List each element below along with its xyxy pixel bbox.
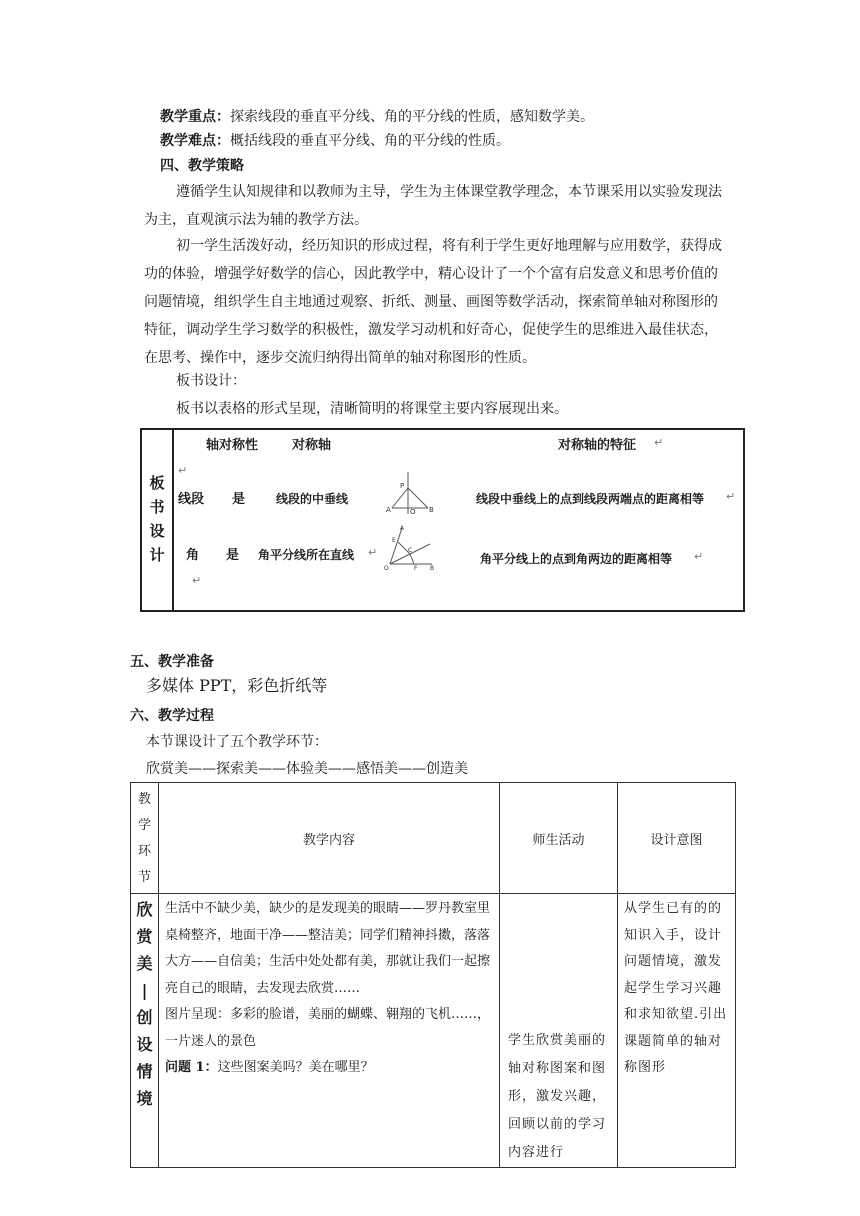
- section6-chain: 欣赏美——探索美——体验美——感悟美——创造美: [146, 761, 468, 777]
- perpendicular-bisector-figure: [386, 470, 436, 516]
- difficulty-text: 概括线段的垂直平分线、角的平分线的性质。: [230, 133, 510, 149]
- intent-cell: [618, 894, 736, 1168]
- focus-text: 探索线段的垂直平分线、角的平分线的性质，感知数学美。: [230, 109, 594, 125]
- question-text: 这些图案美吗？美在哪里？: [217, 1060, 374, 1075]
- section4-title: 四、教学策略: [160, 158, 244, 174]
- board-side-char: 计: [149, 546, 165, 564]
- stage-char: 欣: [136, 900, 153, 919]
- process-table: [130, 782, 736, 1168]
- board-side-char: 板: [149, 474, 165, 492]
- activity-cell: [500, 894, 618, 1168]
- section6-title: 六、教学过程: [130, 708, 214, 724]
- stage-char: 设: [136, 1035, 153, 1054]
- section6-intro: 本节课设计了五个教学环节：: [146, 734, 328, 750]
- angle-bisector-figure: [384, 524, 436, 570]
- return-mark: ↵: [726, 490, 736, 503]
- table-header-row: [131, 783, 736, 894]
- return-mark: ↵: [654, 436, 664, 449]
- board-row1-axis: 线段的中垂线: [276, 492, 349, 506]
- header-stage-char: 教: [137, 792, 151, 807]
- fig2-label: E: [392, 537, 396, 544]
- header-stage-char: 环: [137, 844, 151, 859]
- fig2-label: F: [414, 565, 418, 570]
- board-design-box: [140, 428, 745, 612]
- board-header-axis: 轴对称性: [206, 438, 259, 453]
- header-intent: 设计意图: [618, 783, 736, 894]
- header-stage-cell: [131, 783, 159, 894]
- board-row2-feature: 角平分线上的点到角两边的距离相等: [480, 552, 673, 566]
- board-header-feature: 对称轴的特征: [558, 438, 637, 453]
- board-row1-is: 是: [232, 492, 246, 507]
- header-stage-char: 节: [137, 870, 151, 885]
- board-row1-feature: 线段中垂线上的点到线段两端点的距离相等: [476, 492, 705, 506]
- board-row2-is: 是: [226, 548, 240, 563]
- board-row2-shape: 角: [186, 548, 200, 563]
- question-1: [165, 1055, 493, 1082]
- fig2-label: C: [408, 547, 413, 554]
- stage-char: 美: [136, 954, 153, 973]
- fig1-label: A: [386, 506, 391, 514]
- board-row1-shape: 线段: [178, 492, 205, 507]
- fig1-label: O: [410, 508, 416, 516]
- return-mark: ↵: [178, 464, 188, 477]
- stage-cell: [131, 894, 159, 1168]
- header-activity: 师生活动: [500, 783, 618, 894]
- stage-char: 情: [136, 1062, 153, 1081]
- board-side-column: [142, 430, 174, 610]
- table-row: [131, 894, 736, 1168]
- board-header-symaxis: 对称轴: [292, 438, 332, 453]
- fig2-label: B: [430, 565, 435, 570]
- return-mark: ↵: [694, 550, 704, 563]
- intent-text: 从学生已有的的知识入手，设计问题情境，激发起学生学习兴趣和求知欲望.引出课题简单的轴对称图形: [624, 901, 728, 1075]
- difficulty-line: [160, 130, 510, 150]
- stage-char: 创: [136, 1008, 153, 1027]
- content-cell: [159, 894, 500, 1168]
- activity-text: 学生欣赏美丽的轴对称图案和图形，激发兴趣，回顾以前的学习内容进行: [508, 1033, 607, 1160]
- focus-line: [160, 106, 594, 126]
- board-label: 板书设计：: [176, 373, 246, 389]
- content-paragraph-1: 生活中不缺少美，缺少的是发现美的眼睛——罗丹教室里桌椅整齐，地面干净——整洁美；同学们精神抖擞，落落大方——自信美；生活中处处都有美，那就让我们一起擦亮自己的眼睛，去发现去欣赏……: [165, 901, 491, 996]
- content-paragraph-2: 图片呈现：多彩的脸谱，美丽的蝴蝶、翱翔的飞机……，一片迷人的景色: [165, 1007, 491, 1049]
- strategy-paragraph-2: 初一学生活泼好动，经历知识的形成过程，将有利于学生更好地理解与应用数学，获得成功的体验，增强学好数学的信心，因此教学中，精心设计了一个个富有启发意义和思考价值的问题情境，组织学生自主地通过观察、折纸、测量、画图等数学活动，探索简单轴对称图形的特征，调动学生学习数学的积极性，激发学习动机和好奇心，促使学生的思维进入最佳状态，在思考、操作中，逐步交流归纳得出简单的轴对称图形的性质。: [144, 238, 722, 366]
- board-side-char: 设: [149, 522, 165, 540]
- stage-char: 赏: [136, 927, 153, 946]
- board-row2-axis: 角平分线所在直线: [258, 548, 355, 562]
- header-content: 教学内容: [159, 783, 500, 894]
- question-label: 问题 1：: [165, 1060, 218, 1075]
- focus-label: 教学重点：: [160, 109, 230, 125]
- fig1-label: B: [429, 506, 434, 514]
- return-mark: ↵: [192, 574, 202, 587]
- header-stage-char: 学: [137, 818, 151, 833]
- strategy-paragraph-1: 遵循学生认知规律和以教师为主导，学生为主体课堂教学理念，本节课采用以实验发现法为主，直观演示法为辅的教学方法。: [144, 184, 722, 228]
- section5-text: 多媒体 PPT，彩色折纸等: [146, 676, 328, 695]
- difficulty-label: 教学难点：: [160, 133, 230, 149]
- stage-char: 境: [136, 1089, 153, 1108]
- board-description: 板书以表格的形式呈现，清晰简明的将课堂主要内容展现出来。: [176, 401, 568, 417]
- stage-char: |: [141, 981, 148, 1000]
- fig2-label: A: [400, 525, 405, 532]
- board-side-char: 书: [149, 498, 165, 516]
- fig2-label: O: [384, 565, 389, 570]
- return-mark: ↵: [368, 546, 378, 559]
- section5-title: 五、教学准备: [130, 654, 214, 670]
- fig1-label: P: [400, 482, 405, 490]
